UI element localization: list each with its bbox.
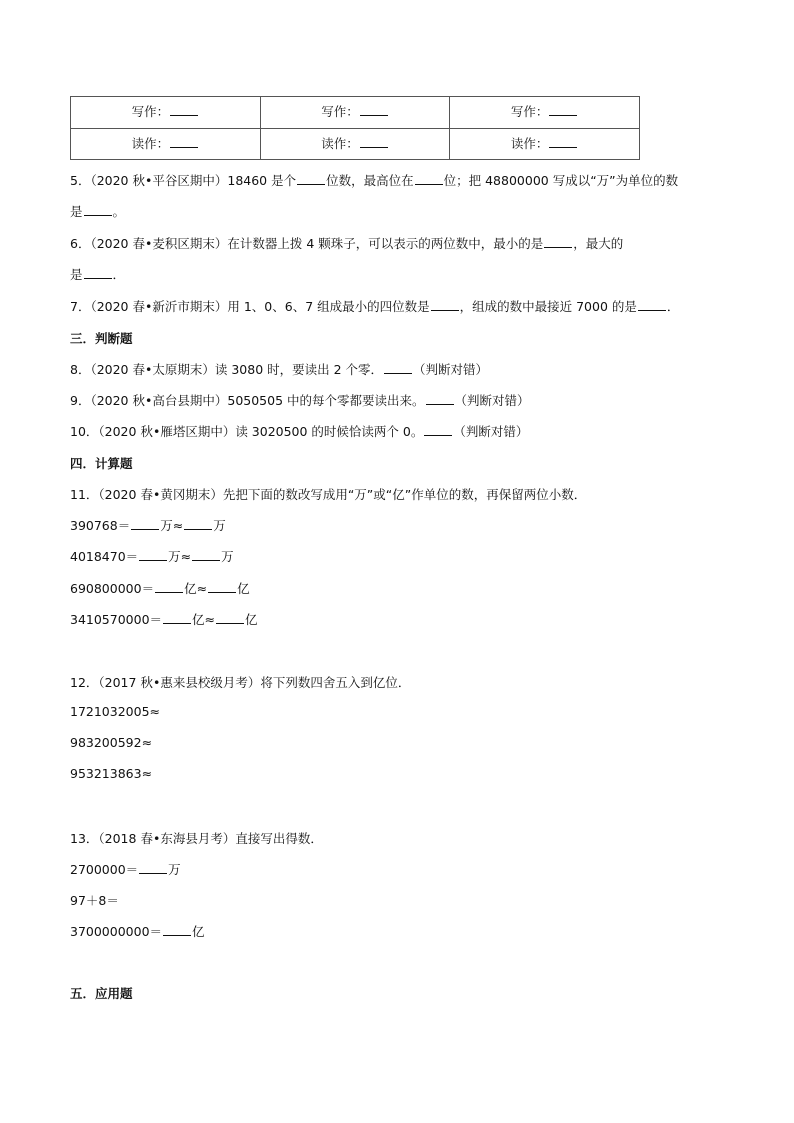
question-12-row: 953213863≈ (70, 766, 153, 781)
answer-blank[interactable] (139, 548, 167, 561)
answer-blank[interactable] (208, 580, 236, 593)
question-6-cont: 是 ． (70, 267, 126, 282)
write-label: 写作： (321, 104, 359, 120)
answer-blank[interactable] (544, 235, 572, 248)
question-13-title: 13．（2018 春•东海县月考）直接写出得数． (70, 831, 323, 846)
question-5: 5．（2020 秋•平谷区期中）18460 是个 位数，最高位在 位；把 48800000 写成以“万”为单位的数 (70, 173, 679, 188)
answer-blank[interactable] (163, 611, 191, 624)
question-11-row: 690800000＝ 亿≈ 亿 (70, 581, 250, 596)
answer-blank[interactable] (426, 392, 454, 405)
answer-blank[interactable] (184, 517, 212, 530)
answer-blank[interactable] (431, 298, 459, 311)
question-11-row: 4018470＝ 万≈ 万 (70, 549, 234, 564)
answer-blank[interactable] (84, 266, 112, 279)
question-7: 7．（2020 春•新沂市期末）用 1、0、6、7 组成最小的四位数是 ，组成的数中最接近 7000 的是 ． (70, 299, 680, 314)
question-13-row: 97＋8＝ (70, 893, 119, 908)
write-read-table (70, 96, 640, 160)
answer-blank[interactable] (155, 580, 183, 593)
write-cell-2 (260, 97, 450, 129)
question-8: 8．（2020 春•太原期末）读 3080 时，要读出 2 个零． （判断对错） (70, 362, 489, 377)
answer-blank[interactable] (297, 172, 325, 185)
question-10: 10．（2020 秋•雁塔区期中）读 3020500 的时候恰读两个 0。 （判断对错） (70, 424, 529, 439)
question-12-row: 1721032005≈ (70, 704, 161, 719)
question-6: 6．（2020 春•麦积区期末）在计数器上拨 4 颗珠子，可以表示的两位数中，最小的是 ，最大的 (70, 236, 624, 251)
answer-blank[interactable] (549, 103, 577, 116)
answer-blank[interactable] (549, 135, 577, 148)
write-label: 写作： (131, 104, 170, 120)
question-13-row: 3700000000＝ 亿 (70, 924, 205, 939)
answer-blank[interactable] (424, 423, 452, 436)
read-label: 读作： (510, 135, 549, 151)
section-heading-calculation: 四．计算题 (70, 456, 133, 471)
question-13-row: 2700000＝ 万 (70, 862, 181, 877)
answer-blank[interactable] (139, 861, 167, 874)
write-cell-1 (71, 97, 261, 129)
read-cell-3 (450, 128, 640, 160)
answer-blank[interactable] (131, 517, 159, 530)
read-cell-1 (71, 128, 261, 160)
read-label: 读作： (321, 135, 359, 151)
question-11-row: 390768＝ 万≈ 万 (70, 518, 226, 533)
answer-blank[interactable] (384, 361, 412, 374)
read-label: 读作： (131, 135, 170, 151)
question-12-title: 12．（2017 秋•惠来县校级月考）将下列数四舍五入到亿位． (70, 675, 411, 690)
question-9: 9．（2020 秋•高台县期中）5050505 中的每个零都要读出来。 （判断对错） (70, 393, 530, 408)
question-11-row: 3410570000＝ 亿≈ 亿 (70, 612, 258, 627)
answer-blank[interactable] (84, 203, 112, 216)
section-heading-judgement: 三．判断题 (70, 331, 133, 346)
answer-blank[interactable] (415, 172, 443, 185)
answer-blank[interactable] (170, 135, 198, 148)
answer-blank[interactable] (360, 135, 388, 148)
write-cell-3 (450, 97, 640, 129)
write-label: 写作： (510, 104, 549, 120)
section-heading-application: 五．应用题 (70, 986, 133, 1001)
answer-blank[interactable] (163, 923, 191, 936)
answer-blank[interactable] (170, 103, 198, 116)
answer-blank[interactable] (216, 611, 244, 624)
question-5-cont: 是 。 (70, 204, 126, 219)
answer-blank[interactable] (360, 103, 388, 116)
answer-blank[interactable] (638, 298, 666, 311)
question-12-row: 983200592≈ (70, 735, 153, 750)
read-cell-2 (260, 128, 450, 160)
answer-blank[interactable] (192, 548, 220, 561)
question-11-title: 11．（2020 春•黄冈期末）先把下面的数改写成用“万”或“亿”作单位的数，再保留两位小数． (70, 487, 587, 502)
